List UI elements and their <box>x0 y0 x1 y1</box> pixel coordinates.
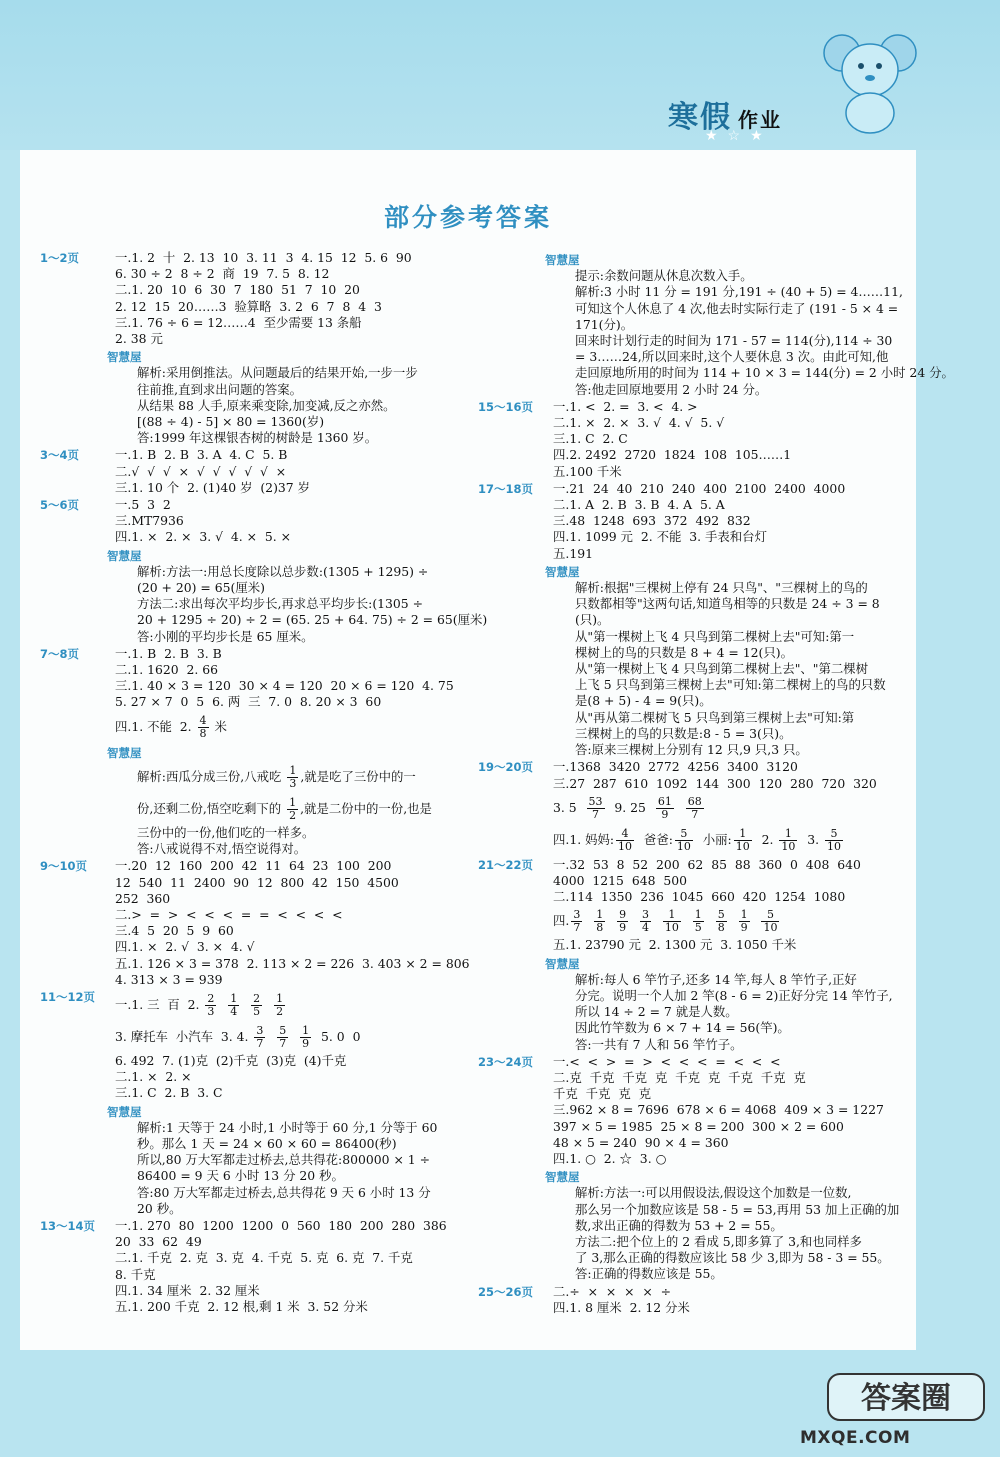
page-answer-section <box>478 1284 898 1316</box>
fraction: $\frac{4}{10}$ <box>618 826 633 853</box>
answer-line: 四.1. 不能 2. $\frac{4}{8}$ 米 <box>115 713 227 740</box>
answer-line: 12 540 11 2400 90 12 800 42 150 4500 <box>115 874 399 890</box>
answer-line: 三.962 × 8 = 7696 678 × 6 = 4068 409 × 3 = 1227 <box>553 1102 884 1118</box>
answer-line: 答:八戒说得不对,悟空说得对。 <box>137 841 307 857</box>
answer-line: 那么另一个加数应该是 58 - 5 = 53,再用 53 加上正确的加 <box>575 1201 900 1217</box>
hint-section <box>478 252 954 398</box>
answer-line: 从"第一棵树上飞 4 只鸟到第二棵树上去"、"第二棵树 <box>575 661 869 677</box>
fraction: $\frac{53}{7}$ <box>588 794 603 821</box>
answer-line: 答:正确的得数应该是 55。 <box>575 1266 723 1282</box>
answer-line: 答:他走回原地要用 2 小时 24 分。 <box>575 381 768 397</box>
answer-line: (只)。 <box>575 612 610 628</box>
fraction: $\frac{1}{5}$ <box>694 908 702 935</box>
page-range-label: 13～14页 <box>40 1218 96 1233</box>
page-range-label: 1～2页 <box>40 251 80 265</box>
answer-line: 三.4 5 20 5 9 60 <box>115 923 234 939</box>
hint-section <box>40 548 488 645</box>
answer-line: 三.48 1248 693 372 492 832 <box>553 513 751 529</box>
answer-line: 四.1. 1099 元 2. 不能 3. 手表和台灯 <box>553 529 767 545</box>
answer-line: 20 秒。 <box>137 1200 182 1216</box>
answer-line: 从结果 88 人手,原来乘变除,加变减,反之亦然。 <box>137 397 396 413</box>
answer-line: 三.1. 40 × 3 = 120 30 × 4 = 120 20 × 6 = 120 4. 75 <box>115 678 454 694</box>
fraction: $\frac{5}{10}$ <box>676 826 691 853</box>
answer-line: 答:1999 年这棵银杏树的树龄是 1360 岁。 <box>137 430 378 446</box>
page-range-label: 11～12页 <box>40 989 96 1004</box>
hint-section <box>40 349 470 446</box>
hint-box-label: 智慧屋 <box>107 745 142 760</box>
fraction: $\frac{61}{9}$ <box>657 794 672 821</box>
answer-line: 一.< < > = > < < < = < < < <box>553 1053 781 1069</box>
page-range-label: 9～10页 <box>40 859 88 874</box>
mascot-illustration <box>820 18 920 138</box>
hint-box-label: 智慧屋 <box>107 548 142 563</box>
answer-line: 一.1. B 2. B 3. B <box>115 645 222 661</box>
fraction: $\frac{2}{5}$ <box>253 991 261 1018</box>
fraction: $\frac{1}{10}$ <box>664 908 679 935</box>
hint-box-label: 智慧屋 <box>545 956 580 971</box>
page-range-label: 7～8页 <box>40 646 80 661</box>
answer-line: 三.1. 10 个 2. (1)40 岁 (2)37 岁 <box>115 479 310 495</box>
hint-box-label: 智慧屋 <box>107 350 142 365</box>
answer-line: 一.1. 270 80 1200 1200 0 560 180 200 280 386 <box>115 1217 447 1233</box>
hint-section <box>478 1169 898 1282</box>
answer-line: 二.> = > < < < = = < < < < <box>115 906 343 922</box>
page-answer-section <box>478 481 898 562</box>
answer-line: = 3……24,所以回来时,这个人要休息 3 次。由此可知,他 <box>575 349 889 365</box>
answer-line: 只数都相等"这两句话,知道鸟相等的只数是 24 ÷ 3 = 8 <box>575 596 880 612</box>
banner-subtitle: 作业 <box>738 108 782 132</box>
answer-line: 一.32 53 8 52 200 62 85 88 360 0 408 640 <box>553 856 861 872</box>
page-range-label: 23～24页 <box>478 1054 534 1069</box>
page-answer-section <box>478 857 898 954</box>
fraction: $\frac{5}{10}$ <box>827 826 842 853</box>
answer-line: 397 × 5 = 1985 25 × 8 = 200 300 × 2 = 600 <box>553 1118 844 1134</box>
page-range-label: 21～22页 <box>478 857 534 872</box>
answer-line: 方法二:求出每次平均步长,再求总平均步长:(1305 ÷ <box>137 596 424 612</box>
answer-line: 二.1. × 2. × 3. √ 4. √ 5. √ <box>553 415 725 431</box>
answer-line: 五.100 千米 <box>553 463 622 479</box>
answer-line: 6. 492 7. (1)克 (2)千克 (3)克 (4)千克 <box>115 1052 347 1068</box>
watermark-logo <box>826 1370 986 1424</box>
answer-line: 往前推,直到求出问题的答案。 <box>137 381 303 397</box>
page-answer-section <box>40 497 470 546</box>
answer-line: 解析:方法一:可以用假设法,假设这个加数是一位数, <box>575 1185 852 1201</box>
answer-line: 从"再从第二棵树飞 5 只鸟到第三棵树上去"可知:第 <box>575 709 855 725</box>
answer-line: 提示:余数问题从休息次数入手。 <box>575 268 753 284</box>
answer-line: 了 3,那么正确的得数应该比 58 少 3,即为 58 - 3 = 55。 <box>575 1250 890 1266</box>
page-range-label: 5～6页 <box>40 498 80 513</box>
answer-line: 2. 12 15 20……3 验算略 3. 2 6 7 8 4 3 <box>115 298 382 314</box>
fraction: $\frac{1}{2}$ <box>276 991 284 1018</box>
fraction: $\frac{9}{9}$ <box>619 908 627 935</box>
page-title: 部分参考答案 <box>383 203 552 232</box>
answer-line: 所以,80 万大军都走过桥去,总共得花:800000 × 1 ÷ <box>137 1152 430 1168</box>
answer-line: 可知这个人休息了 4 次,他去时实际行走了 (191 - 5 × 4 = <box>575 300 899 316</box>
hint-section <box>40 745 470 858</box>
answer-line: 四.1. × 2. √ 3. × 4. √ <box>115 939 255 955</box>
hint-section <box>478 956 898 1053</box>
answer-line: 方法二:把个位上的 2 看成 5,即多算了 3,和也同样多 <box>575 1233 862 1249</box>
page-range-label: 19～20页 <box>478 760 534 775</box>
answer-line: 解析:1 天等于 24 小时,1 小时等于 60 分,1 分等于 60 <box>137 1119 438 1135</box>
answer-line: 8. 千克 <box>115 1266 156 1282</box>
answer-line: 从"第一棵树上飞 4 只鸟到第二棵树上去"可知:第一 <box>575 628 855 644</box>
answer-line: 20 + 1295 ÷ 20) ÷ 2 = (65. 25 + 64. 75) ÷ 2 = 65(厘米) <box>137 612 488 628</box>
answer-line: 三.27 287 610 1092 144 300 120 280 720 320 <box>553 775 877 791</box>
answer-line: 三.1. 76 ÷ 6 = 12……4 至少需要 13 条船 <box>115 314 362 330</box>
answer-line: 一.5 3 2 <box>115 497 171 513</box>
answer-line: 三.MT7936 <box>115 513 184 529</box>
answer-line: 因此竹竿数为 6 × 7 + 14 = 56(竿)。 <box>575 1020 790 1036</box>
answer-line: 解析:每人 6 竿竹子,还多 14 竿,每人 8 竿竹子,正好 <box>575 971 857 987</box>
answer-line: 解析:3 小时 11 分 = 191 分,191 ÷ (40 + 5) = 4……11, <box>575 284 903 300</box>
answer-line: 二.克 千克 千克 克 千克 克 千克 千克 克 <box>553 1069 806 1085</box>
fraction: $\frac{4}{8}$ <box>199 713 207 740</box>
answer-line: 3. 5 $\frac{53}{7}$ 9. 25 $\frac{61}{9}$ $\frac{68}{7}$ <box>553 794 702 821</box>
answer-line: 走回原地所用的时间为 114 + 10 × 3 = 144(分) = 2 小时 24 分。 <box>575 365 954 381</box>
answer-line: 二.√ √ √ × √ √ √ √ √ × <box>115 463 287 479</box>
answer-line: 一.1368 3420 2772 4256 3400 3120 <box>553 759 798 775</box>
fraction: $\frac{1}{2}$ <box>289 795 297 822</box>
answer-line: 四.1. 34 厘米 2. 32 厘米 <box>115 1282 260 1298</box>
answer-line: 上飞 5 只鸟到第三棵树上去"可知:第二棵树上的鸟的只数 <box>575 677 886 693</box>
hint-box-label: 智慧屋 <box>107 1104 142 1119</box>
answer-line: 四. $\frac{3}{7}$ $\frac{1}{8}$ $\frac{9}{9}$ $\frac{3}{4}$ $\frac{1}{10}$ $\frac{1}{5}$ $\frac{5}{8}$ $\frac{1}{9}$ $\frac{5}{10}$ <box>553 908 778 935</box>
page-range-label: 17～18页 <box>478 481 534 496</box>
fraction: $\frac{3}{7}$ <box>256 1023 264 1050</box>
answer-line: 二.114 1350 236 1045 660 420 1254 1080 <box>553 889 846 905</box>
fraction: $\frac{2}{3}$ <box>207 991 215 1018</box>
fraction: $\frac{1}{9}$ <box>740 908 748 935</box>
answer-line: 2. 38 元 <box>115 331 163 347</box>
answer-line: 86400 = 9 天 6 小时 13 分 20 秒。 <box>137 1168 344 1184</box>
page-answer-section <box>478 399 898 480</box>
answer-line: 四.1. 8 厘米 2. 12 分米 <box>553 1299 690 1315</box>
answer-line: 数,求出正确的得数为 53 + 2 = 55。 <box>575 1217 783 1233</box>
page-answer-section <box>40 858 470 988</box>
answer-line: 解析:方法一:用总长度除以总步数:(1305 + 1295) ÷ <box>137 563 429 579</box>
fraction: $\frac{1}{4}$ <box>230 991 238 1018</box>
answer-line: 棵树上的鸟的只数是 8 + 4 = 12(只)。 <box>575 644 793 660</box>
answer-line: 秒。那么 1 天 = 24 × 60 × 60 = 86400(秒) <box>137 1135 397 1151</box>
answer-line: 四.1. 妈妈: $\frac{4}{10}$ 爸爸: $\frac{5}{10}$ 小丽: $\frac{1}{10}$ 2. $\frac{1}{10}$ 3. $\frac{5}{10}$ <box>553 826 842 853</box>
banner-stars: ★☆★ <box>705 128 773 144</box>
answer-line: 一.21 24 40 210 240 400 2100 2400 4000 <box>553 480 846 496</box>
answer-line: 答:80 万大军都走过桥去,总共得花 9 天 6 小时 13 分 <box>137 1184 431 1200</box>
fraction: $\frac{5}{7}$ <box>279 1023 287 1050</box>
answer-line: 三份中的一份,他们吃的一样多。 <box>137 824 315 840</box>
answer-line: 三.1. C 2. C <box>553 431 628 447</box>
answer-line: 五.191 <box>553 545 593 561</box>
watermark-text: MXQE.COM <box>800 1428 911 1448</box>
answer-line: 三.1. C 2. B 3. C <box>115 1085 223 1101</box>
page-range-label: 3～4页 <box>40 448 80 463</box>
fraction: $\frac{5}{8}$ <box>717 908 725 935</box>
answer-line: 48 × 5 = 240 90 × 4 = 360 <box>553 1134 729 1150</box>
answer-line: 四.2. 2492 2720 1824 108 105……1 <box>553 447 792 463</box>
answer-line: 是(8 + 5) - 4 = 9(只)。 <box>575 693 712 709</box>
page-answer-section <box>40 646 470 743</box>
answer-line: 千克 千克 克 克 <box>553 1086 651 1102</box>
hint-box-label: 智慧屋 <box>545 253 580 267</box>
answer-line: 解析:西瓜分成三份,八戒吃 $\frac{1}{3}$ ,就是吃了三份中的一 <box>137 763 416 790</box>
fraction: $\frac{1}{9}$ <box>302 1023 310 1050</box>
answer-line: [(88 ÷ 4) - 5] × 80 = 1360(岁) <box>137 414 325 430</box>
answer-line: 5. 27 × 7 0 5 6. 两 三 7. 0 8. 20 × 3 60 <box>115 694 382 710</box>
answer-line: 分完。说明一个人加 2 竿(8 - 6 = 2)正好分完 14 竿竹子, <box>575 987 893 1003</box>
answer-line: 二.1. × 2. × <box>115 1069 192 1085</box>
answer-line: 一.20 12 160 200 42 11 64 23 100 200 <box>115 858 392 874</box>
answer-line: 6. 30 ÷ 2 8 ÷ 2 商 19 7. 5 8. 12 <box>115 266 330 282</box>
answer-line: 二.1. 20 10 6 30 7 180 51 7 10 20 <box>115 282 360 298</box>
answer-line: 答:小刚的平均步长是 65 厘米。 <box>137 628 314 644</box>
fraction: $\frac{1}{10}$ <box>735 826 750 853</box>
answer-line: 解析:根据"三棵树上停有 24 只鸟"、"三棵树上的鸟的 <box>575 580 868 596</box>
hint-box-label: 智慧屋 <box>545 1170 580 1185</box>
page-range-label: 25～26页 <box>478 1284 534 1299</box>
answer-line: 252 360 <box>115 890 171 906</box>
fraction: $\frac{3}{7}$ <box>573 908 581 935</box>
page-range-label: 15～16页 <box>478 399 534 414</box>
fraction: $\frac{1}{10}$ <box>781 826 796 853</box>
fraction: $\frac{1}{8}$ <box>596 908 604 935</box>
page-answer-section <box>40 989 470 1102</box>
answer-line: 3. 摩托车 小汽车 3. 4. $\frac{3}{7}$ $\frac{5}{7}$ $\frac{1}{9}$ 5. 0 0 <box>115 1023 361 1050</box>
watermark-logo-text: 答案圈 <box>861 1381 951 1416</box>
fraction: $\frac{5}{10}$ <box>763 908 778 935</box>
answer-line: 二.1. 1620 2. 66 <box>115 662 219 678</box>
answer-line: 四.1. × 2. × 3. √ 4. × 5. × <box>115 529 292 545</box>
answer-line: 二.1. A 2. B 3. B 4. A 5. A <box>553 497 725 513</box>
answer-line: 4. 313 × 3 = 939 <box>115 971 223 987</box>
page-answer-section <box>478 759 898 855</box>
fraction: $\frac{68}{7}$ <box>687 794 702 821</box>
page-answer-section <box>40 1218 470 1315</box>
answer-line: 四.1. ○ 2. ☆ 3. ○ <box>553 1150 667 1166</box>
answer-line: 答:一共有 7 人和 56 竿竹子。 <box>575 1036 743 1052</box>
fraction: $\frac{3}{4}$ <box>642 908 650 935</box>
answer-line: 三棵树上的鸟的只数是:8 - 5 = 3(只)。 <box>575 725 792 741</box>
hint-section <box>478 564 898 758</box>
answer-line: 答:原来三棵树上分别有 12 只,9 只,3 只。 <box>575 742 808 758</box>
answer-line: 171(分)。 <box>575 316 634 332</box>
answer-line: 回来时计划行走的时间为 171 - 57 = 114(分),114 ÷ 30 <box>575 333 893 349</box>
answer-line: 20 33 62 49 <box>115 1234 202 1250</box>
answer-line: 所以 14 ÷ 2 = 7 就是人数。 <box>575 1004 738 1020</box>
answer-line: 4000 1215 648 500 <box>553 872 687 888</box>
answer-line: 一.1. 2 十 2. 13 10 3. 11 3 4. 15 12 5. 6 90 <box>115 250 412 265</box>
answer-line: 一.1. B 2. B 3. A 4. C 5. B <box>115 447 288 463</box>
page-answer-section <box>40 447 470 496</box>
answer-line: (20 + 20) = 65(厘米) <box>137 580 265 596</box>
answers-left-column <box>40 250 488 1316</box>
answer-line: 二.÷ × × × × ÷ <box>553 1283 672 1299</box>
answer-line: 五.1. 200 千克 2. 12 根,剩 1 米 3. 52 分米 <box>115 1298 368 1314</box>
answer-line: 五.1. 126 × 3 = 378 2. 113 × 2 = 226 3. 403 × 2 = 806 <box>115 955 470 971</box>
answers-right-column <box>478 250 954 1317</box>
hint-box-label: 智慧屋 <box>545 564 580 579</box>
banner-title: 寒假 作业 <box>668 100 782 135</box>
page-answer-section <box>478 1054 898 1167</box>
answer-line: 一.1. 三 百 2. $\frac{2}{3}$ $\frac{1}{4}$ $\frac{2}{5}$ $\frac{1}{2}$ <box>115 991 284 1018</box>
answer-line: 二.1. 千克 2. 克 3. 克 4. 千克 5. 克 6. 克 7. 千克 <box>115 1250 413 1266</box>
answer-line: 五.1. 23790 元 2. 1300 元 3. 1050 千米 <box>553 937 797 953</box>
page-answer-section <box>40 250 470 347</box>
answer-line: 一.1. < 2. = 3. < 4. > <box>553 398 698 414</box>
fraction: $\frac{1}{3}$ <box>289 763 297 790</box>
hint-section <box>40 1104 470 1217</box>
answer-line: 份,还剩二份,悟空吃剩下的 $\frac{1}{2}$ ,就是二份中的一份,也是 <box>137 795 432 822</box>
answer-line: 解析:采用倒推法。从问题最后的结果开始,一步一步 <box>137 365 418 381</box>
